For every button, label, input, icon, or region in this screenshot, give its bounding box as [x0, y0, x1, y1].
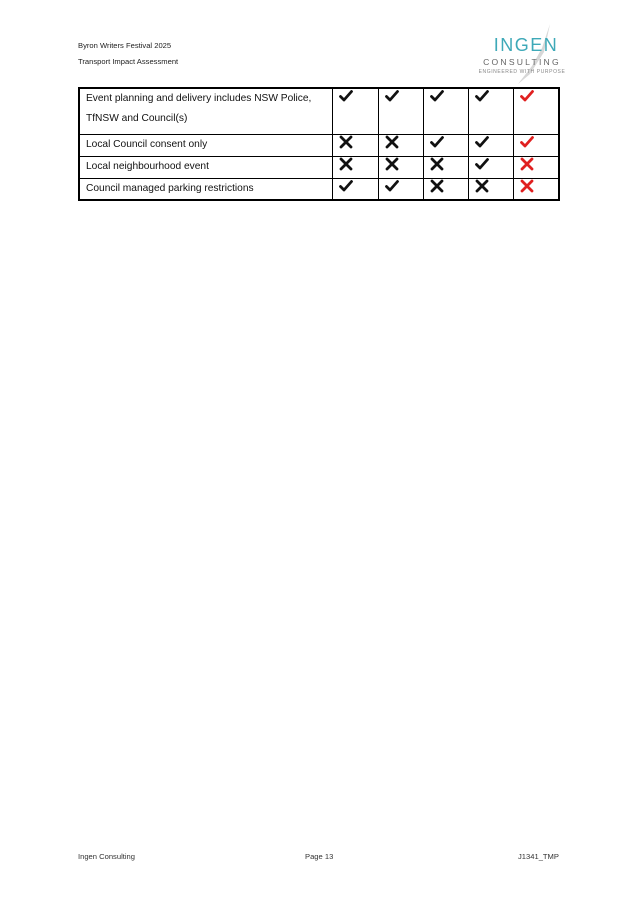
mark-cell [333, 156, 378, 178]
footer-company: Ingen Consulting [78, 852, 135, 861]
cross-icon [520, 157, 534, 171]
mark-cell [513, 178, 559, 200]
header-subtitle: Transport Impact Assessment [78, 57, 179, 66]
check-icon [385, 179, 399, 193]
mark-cell [468, 178, 513, 200]
check-icon [339, 179, 353, 193]
logo-tagline: ENGINEERED WITH PURPOSE [478, 69, 566, 75]
footer-document-code: J1341_TMP [518, 852, 559, 861]
mark-cell [378, 156, 423, 178]
check-icon [339, 89, 353, 103]
cross-icon [520, 179, 534, 193]
cross-icon [430, 157, 444, 171]
check-icon [475, 157, 489, 171]
mark-cell [513, 134, 559, 156]
check-icon [520, 135, 534, 149]
mark-cell [513, 88, 559, 134]
cross-icon [339, 157, 353, 171]
mark-cell [333, 134, 378, 156]
row-label: Local Council consent only [79, 134, 333, 156]
logo-sub: CONSULTING [483, 57, 561, 67]
mark-cell [423, 178, 468, 200]
mark-cell [423, 134, 468, 156]
row-label: Local neighbourhood event [79, 156, 333, 178]
cross-icon [385, 135, 399, 149]
logo-word: INGEN [493, 35, 559, 55]
table-row [79, 178, 559, 200]
row-label: Council managed parking restrictions [79, 178, 333, 200]
cross-icon [339, 135, 353, 149]
header-title: Byron Writers Festival 2025 [78, 41, 172, 50]
table-row [79, 156, 559, 178]
row-label: Event planning and delivery includes NSW Police, TfNSW and Council(s) [79, 88, 333, 134]
mark-cell [423, 88, 468, 134]
check-icon [475, 135, 489, 149]
mark-cell [378, 178, 423, 200]
mark-cell [513, 156, 559, 178]
mark-cell [378, 88, 423, 134]
table-row [79, 134, 559, 156]
check-icon [430, 89, 444, 103]
company-logo [472, 22, 572, 86]
mark-cell [423, 156, 468, 178]
mark-cell [333, 178, 378, 200]
mark-cell [378, 134, 423, 156]
check-icon [385, 89, 399, 103]
check-icon [475, 89, 489, 103]
cross-icon [475, 179, 489, 193]
assessment-table [78, 87, 560, 201]
mark-cell [333, 88, 378, 134]
check-icon [520, 89, 534, 103]
check-icon [430, 135, 444, 149]
table-row [79, 88, 559, 134]
cross-icon [430, 179, 444, 193]
footer-page-number: Page 13 [305, 852, 334, 861]
cross-icon [385, 157, 399, 171]
mark-cell [468, 134, 513, 156]
mark-cell [468, 156, 513, 178]
mark-cell [468, 88, 513, 134]
